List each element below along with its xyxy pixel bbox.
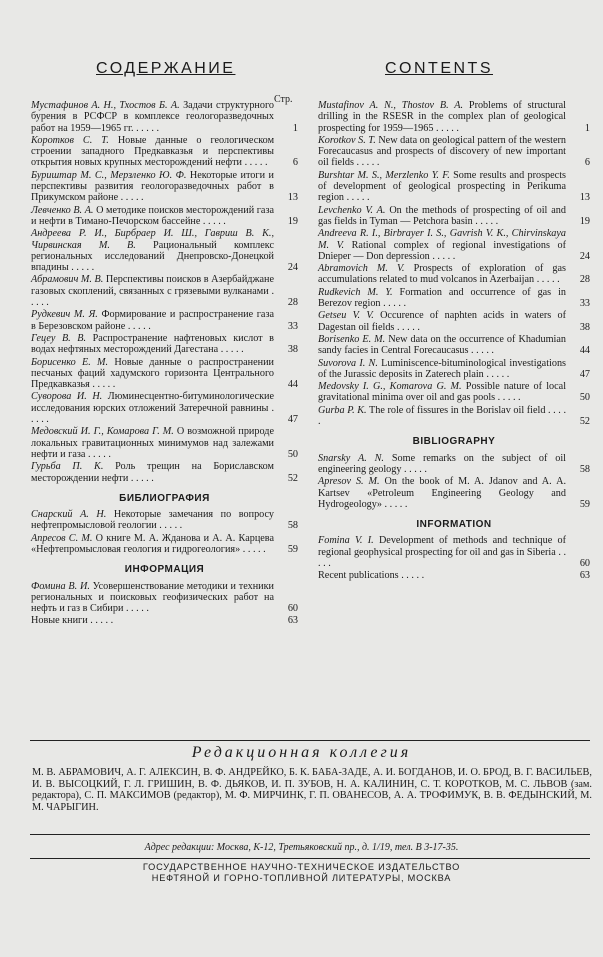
- toc-entry-title: Новые книги: [31, 615, 88, 627]
- toc-entry-author: Suvorova I. N.: [318, 357, 378, 369]
- toc-entry-title: The role of fissures in the Borislav oil field: [369, 404, 546, 416]
- toc-entry-title: Рациональный комплекс региональных исследований Днепровско-Донецкой впадины: [31, 239, 275, 274]
- toc-entry-title: New data on the occurrence of Khadumian sandy facies in Central Forecaucasus: [318, 333, 566, 357]
- toc-entry-text: Suvorova I. N. Luminiscence-bituminological investigations of the Jurassic deposits in Zaterech plain . . . . .: [318, 357, 567, 380]
- toc-entry: [318, 310, 590, 333]
- toc-entry-title: Усовершенствование методики и техники региональных и поисковых геофизических работ на нефть и газ в Сибири: [31, 580, 275, 615]
- toc-entry-text: Андреева Р. И., Бирбраер И. Ш., Гавриш В. К., Чирвинская М. В. Рациональный комплекс региональных исследований Днепровско-Донецкой впадины . . . . .: [31, 228, 275, 274]
- toc-entry-text: Gurba P. K. The role of fissures in the Borislav oil field . . . . .: [318, 404, 567, 428]
- toc-entry-text: Апресов С. М. О книге М. А. Жданова и А. А. Карцева «Нефтепромысловая геология и гидрогеология» . . . . .: [31, 532, 274, 555]
- toc-entry-author: Медовский И. Г., Комарова Г. М.: [31, 426, 174, 438]
- toc-entry-page: 47: [579, 368, 590, 380]
- toc-entry: [318, 334, 590, 357]
- toc-entry: [31, 135, 298, 169]
- toc-entry-author: Буриштар М. С., Мерзленко Ю. Ф.: [31, 169, 187, 181]
- toc-entry-author: Абрамович М. В.: [31, 274, 104, 286]
- toc-entry-author: Левченко В. А.: [31, 204, 94, 216]
- divider-rule: [30, 858, 590, 859]
- toc-entry: [318, 170, 590, 204]
- toc-entry-title: On the methods of prospecting of oil and gas fields in Tyman — Petchora basin: [318, 204, 566, 227]
- toc-entry: [31, 333, 298, 356]
- toc-entry-title: Recent publications: [318, 570, 399, 582]
- toc-entry-page: 1: [584, 122, 590, 134]
- toc-entry-page: 24: [579, 250, 590, 262]
- toc-entry: [318, 205, 590, 228]
- toc-entry-title: Роль трещин на Бориславском месторождении нефти: [31, 461, 274, 484]
- toc-entry-text: Левченко В. А. О методике поисков месторождений газа и нефти в Тимано-Печорском бассейне . . . . .: [31, 204, 274, 227]
- toc-entry-page: 59: [579, 498, 590, 510]
- toc-entry-page: 6: [584, 157, 590, 169]
- toc-entry: [318, 228, 590, 262]
- toc-entry-text: Фомина В. И. Усовершенствование методики и техники региональных и поисковых геофизических работ на нефть и газ в Сибири . . . . .: [31, 580, 275, 615]
- toc-entry-author: Фомина В. И.: [31, 580, 90, 592]
- toc-entry-text: Levchenko V. A. On the methods of prospecting of oil and gas fields in Tyman — Petchora basin . . . . .: [318, 204, 566, 227]
- toc-entry-title: Formation and occurrence of gas in Berezov region: [318, 286, 567, 310]
- toc-entry-page: 58: [579, 463, 590, 475]
- toc-entry-page: 33: [287, 320, 298, 332]
- toc-entry-title: Задачи структурного бурения в РСФСР в комплексе геологоразведочных работ на 1959—1965 гг.: [31, 100, 274, 134]
- toc-entry-page: 44: [579, 345, 590, 357]
- toc-entry-author: Rudkevich M. Y.: [318, 286, 393, 298]
- toc-entry-text: Рудкевич М. Я. Формирование и распространение газа в Березовском районе . . . . .: [31, 309, 274, 332]
- publisher-block: [0, 862, 603, 884]
- toc-entry: [31, 615, 298, 626]
- toc-entry-author: Мустафинов А. Н., Тхостов Б. А.: [31, 100, 180, 111]
- contents-title-english: CONTENTS: [385, 60, 493, 77]
- toc-entry: [31, 357, 298, 391]
- toc-entry-title: Некоторые замечания по вопросу нефтепромысловой геологии: [31, 509, 275, 532]
- toc-entry-page: 38: [287, 344, 298, 356]
- publisher-line: НЕФТЯНОЙ И ГОРНО-ТОПЛИВНОЙ ЛИТЕРАТУРЫ, МОСКВА: [151, 873, 452, 883]
- toc-entry-text: Medovsky I. G., Komarova G. M. Possible nature of local gravitational minima over oil and gas pools . . . . .: [318, 381, 567, 404]
- toc-entry-title: О методике поисков месторождений газа и нефти в Тимано-Печорском бассейне: [31, 204, 274, 227]
- toc-entry-page: 47: [287, 414, 298, 426]
- toc-entry-text: Rudkevich M. Y. Formation and occurrence of gas in Berezov region . . . . .: [318, 286, 567, 310]
- toc-entry-page: 60: [579, 557, 590, 569]
- toc-entry-title: Формирование и распространение газа в Березовском районе: [31, 309, 274, 332]
- toc-entry-page: 60: [287, 603, 298, 615]
- toc-entry-title: Новые данные о распространении песчаных фаций хадумского горизонта Центрального Предкавказья: [31, 356, 274, 391]
- toc-entry-title: Development of methods and technique of regional geophysical prospecting for oil and gas in Siberia: [318, 535, 567, 558]
- toc-entry-page: 28: [579, 274, 590, 286]
- toc-entry-text: Getseu V. V. Occurence of naphten acids in waters of Dagestan oil fields . . . . .: [318, 310, 567, 333]
- toc-entry-page: 63: [287, 615, 298, 627]
- toc-entry-title: Распространение нафтеновых кислот в водах нефтяных месторождений Дагестана: [31, 332, 274, 356]
- toc-entry: [318, 476, 590, 510]
- toc-entry-author: Abramovich M. V.: [318, 263, 405, 275]
- contents-title-russian: СОДЕРЖАНИЕ: [96, 60, 236, 77]
- toc-entry: [318, 100, 590, 134]
- toc-entry-page: 6: [292, 157, 298, 169]
- toc-entry-author: Snarsky A. N.: [318, 452, 384, 464]
- toc-entry-author: Рудкевич М. Я.: [31, 309, 98, 321]
- toc-entry-text: Borisenko E. M. New data on the occurrence of Khadumian sandy facies in Central Forecaucasus . . . . .: [318, 333, 566, 357]
- toc-entry-title: Some remarks on the subject of oil engineering geology: [318, 452, 567, 475]
- toc-entry-text: Медовский И. Г., Комарова Г. М. О возможной природе локальных гравитационных минимумов над залежами нефти и газа . . . . .: [31, 426, 274, 460]
- editorial-board-title: Редакционная коллегия: [191, 744, 412, 761]
- toc-entry-page: 44: [287, 379, 298, 391]
- toc-entry-title: Some results and prospects of development of geological prospecting in Perikuma region: [318, 169, 566, 204]
- toc-entry-text: Abramovich M. V. Prospects of exploration of gas accumulations related to mud volcanos in Azerbaijan . . . . .: [318, 263, 566, 286]
- toc-entry-title: Prospects of exploration of gas accumulations related to mud volcanos in Azerbaijan: [318, 263, 566, 286]
- editorial-board-members: М. В. АБРАМОВИЧ, А. Г. АЛЕКСИН, В. Ф. АНДРЕЙКО, Б. К. БАБА-ЗАДЕ, А. И. БОГДАНОВ, И. О. БРОД, В. Г. ВАСИЛЬЕВ, И. В. ВЫСОЦКИЙ, Г. Л. ГРИШИН, В. Ф. ДЬЯКОВ, И. П. ЗУБОВ, Н. А. КАЛИНИН, С. Т. КОРОТКОВ, М. С. ЛЬВОВ (зам. редактора), С. П. МАКСИМОВ (редактор), М. Ф. МИРЧИНК, Г. П. ОВАНЕСОВ, А. А. ТРОФИМУК, В. В. ФЕДЫНСКИЙ, М. М. ЧАРЫГИН.: [32, 767, 592, 813]
- toc-entry-author: Burshtar M. S., Merzlenko Y. F.: [318, 169, 450, 181]
- toc-entry-page: 13: [579, 192, 590, 204]
- toc-entry-text: Apresov S. M. On the book of M. A. Jdanov and A. A. Kartsev «Petroleum Engineering Geology and Hydrogeology» . . . . .: [318, 476, 566, 510]
- toc-entry-text: Recent publications . . . . .: [318, 570, 425, 582]
- toc-entry-author: Apresov S. M.: [318, 476, 380, 488]
- toc-entry-page: 38: [579, 321, 590, 333]
- toc-entry-page: 1: [292, 122, 298, 134]
- bibliography-heading: BIBLIOGRAPHY: [412, 436, 496, 448]
- toc-entry: [31, 228, 298, 273]
- toc-entry-author: Суворова И. Н.: [31, 391, 103, 403]
- toc-entry-page: 50: [287, 448, 298, 460]
- toc-entry-page: 63: [579, 570, 590, 582]
- toc-entry-text: Гурьба П. К. Роль трещин на Бориславском месторождении нефти . . . . .: [31, 461, 274, 484]
- toc-entry-text: Mustafinov A. N., Thostov B. A. Problems of structural drilling in the RSESR in the complex plan of geological prospecting for 1959—1965 . . . . .: [318, 100, 567, 134]
- toc-entry-title: On the book of M. A. Jdanov and A. A. Kartsev «Petroleum Engineering Geology and Hydrogeology»: [318, 476, 566, 510]
- toc-entry: [31, 274, 298, 308]
- toc-entry-page: 52: [287, 472, 298, 484]
- toc-entry-text: Новые книги . . . . .: [31, 615, 114, 627]
- divider-rule: [30, 740, 590, 741]
- toc-entry-author: Снарский А. Н.: [31, 509, 107, 521]
- toc-entry-title: Люминесцентно-битуминологические исследования юрских отложений Затеречной равнины: [31, 391, 275, 414]
- toc-entry-author: Андреева Р. И., Бирбраер И. Ш., Гавриш В. К., Чирвинская М. В.: [31, 228, 274, 251]
- toc-entry-author: Medovsky I. G., Komarova G. M.: [318, 381, 462, 393]
- toc-entry-page: 52: [579, 416, 590, 428]
- toc-entry-page: 50: [579, 392, 590, 404]
- toc-entry-text: Суворова И. Н. Люминесцентно-битуминологические исследования юрских отложений Затеречной равнины . . . . .: [31, 391, 275, 426]
- toc-entry-page: 19: [579, 215, 590, 227]
- toc-entry-text: Борисенко Е. М. Новые данные о распространении песчаных фаций хадумского горизонта Центрального Предкавказья . . . . .: [31, 356, 274, 391]
- toc-entry: [318, 263, 590, 286]
- toc-entry-text: Абрамович М. В. Перспективы поисков в Азербайджане газовых скоплений, связанных с грязевыми вулканами . . . . .: [31, 274, 275, 309]
- toc-entry-text: Fomina V. I. Development of methods and technique of regional geophysical prospecting for oil and gas in Siberia . . . . .: [318, 535, 567, 569]
- toc-entry-author: Fomina V. I.: [318, 535, 374, 547]
- toc-entry: [318, 535, 590, 569]
- toc-entry-author: Korotkov S. T.: [318, 134, 376, 146]
- toc-entry-text: Мустафинов А. Н., Тхостов Б. А. Задачи структурного бурения в РСФСР в комплексе геологоразведочных работ на 1959—1965 гг. . . . . .: [31, 100, 274, 134]
- page-column-header: Стр.: [274, 94, 293, 105]
- toc-entry-page: 33: [579, 298, 590, 310]
- toc-entry-page: 59: [287, 543, 298, 555]
- toc-entry-text: Коротков С. Т. Новые данные о геологическом строении западного Предкавказья и перспективы открытия новых крупных месторождений нефти . . . . .: [31, 134, 275, 169]
- toc-entry-author: Borisenko E. M.: [318, 333, 386, 345]
- toc-entry-page: 28: [287, 297, 298, 309]
- toc-entry: [31, 509, 298, 532]
- toc-entry-author: Коротков С. Т.: [31, 134, 109, 146]
- toc-entry: [31, 100, 298, 134]
- toc-entry-title: Rational complex of regional investigations of Dnieper — Don depression: [318, 239, 567, 262]
- toc-entry-title: New data on geological pattern of the western Forecaucasus and prospects of discovery of new important oil fields: [318, 134, 566, 169]
- toc-entry-title: Problems of structural drilling in the RSESR in the complex plan of geological prospecting for 1959—1965: [318, 100, 567, 134]
- toc-entry: [318, 453, 590, 476]
- toc-entry: [31, 309, 298, 332]
- toc-entry: [31, 426, 298, 460]
- toc-entry: [31, 170, 298, 204]
- toc-entry-title: Possible nature of local gravitational minima over oil and gas pools: [318, 381, 567, 404]
- toc-entry: [318, 570, 590, 581]
- toc-entry: [318, 381, 590, 404]
- toc-entry-author: Гурьба П. К.: [31, 461, 104, 473]
- editorial-address: Адрес редакции: Москва, К-12, Третьяковский пр., д. 1/19, тел. В 3-17-35.: [144, 842, 459, 853]
- toc-entry: [318, 405, 590, 428]
- toc-entry: [318, 287, 590, 310]
- toc-entry: [318, 135, 590, 169]
- toc-entry: [318, 358, 590, 381]
- toc-entry: [31, 533, 298, 556]
- toc-entry-title: Некоторые итоги и перспективы развития геологоразведочных работ в Прикумском районе: [31, 169, 274, 204]
- toc-entry: [31, 461, 298, 484]
- divider-rule: [30, 834, 590, 835]
- toc-entry-author: Levchenko V. A.: [318, 204, 386, 216]
- toc-entry-page: 13: [287, 192, 298, 204]
- toc-entry-text: Буриштар М. С., Мерзленко Ю. Ф. Некоторые итоги и перспективы развития геологоразведочных работ в Прикумском районе . . . . .: [31, 169, 274, 204]
- toc-entry-text: Гецеу В. В. Распространение нафтеновых кислот в водах нефтяных месторождений Дагестана . . . . .: [31, 332, 274, 356]
- toc-entry: [31, 205, 298, 228]
- toc-entry-author: Апресов С. М.: [31, 532, 93, 544]
- toc-entry-title: Новые данные о геологическом строении западного Предкавказья и перспективы открытия новых крупных месторождений нефти: [31, 134, 275, 169]
- information-heading: INFORMATION: [416, 519, 492, 531]
- toc-entry: [31, 391, 298, 425]
- toc-entry-title: Occurence of naphten acids in waters of Dagestan oil fields: [318, 310, 567, 333]
- toc-entry-title: О книге М. А. Жданова и А. А. Карцева «Нефтепромысловая геология и гидрогеология»: [31, 532, 274, 555]
- toc-entry-page: 24: [287, 262, 298, 274]
- english-contents-column: [318, 100, 590, 583]
- toc-entry-title: О возможной природе локальных гравитационных минимумов над залежами нефти и газа: [31, 426, 274, 460]
- toc-entry-author: Andreeva R. I., Birbrayer I. S., Gavrish V. K., Chirvinskaya M. V.: [318, 228, 566, 251]
- toc-entry: [31, 581, 298, 615]
- toc-entry-title: Luminiscence-bituminological investigations of the Jurassic deposits in Zaterech plain: [318, 357, 567, 380]
- toc-entry-author: Гецеу В. В.: [31, 332, 87, 344]
- information-heading: ИНФОРМАЦИЯ: [124, 564, 205, 576]
- toc-entry-author: Борисенко Е. М.: [31, 356, 109, 368]
- russian-contents-column: [31, 100, 298, 628]
- toc-entry-author: Gurba P. K.: [318, 404, 367, 416]
- toc-entry-page: 19: [287, 215, 298, 227]
- bibliography-heading: БИБЛИОГРАФИЯ: [119, 492, 210, 504]
- toc-entry-text: Korotkov S. T. New data on geological pattern of the western Forecaucasus and prospects of discovery of new important oil fields . . . . .: [318, 134, 566, 169]
- toc-entry-author: Mustafinov A. N., Thostov B. A.: [318, 100, 464, 111]
- toc-entry-text: Snarsky A. N. Some remarks on the subject of oil engineering geology . . . . .: [318, 452, 567, 475]
- publisher-line: ГОСУДАРСТВЕННОЕ НАУЧНО-ТЕХНИЧЕСКОЕ ИЗДАТЕЛЬСТВО: [142, 862, 461, 872]
- toc-entry-page: 58: [287, 520, 298, 532]
- toc-entry-text: Andreeva R. I., Birbrayer I. S., Gavrish V. K., Chirvinskaya M. V. Rational complex of regional investigations of Dnieper — Don depression . . . . .: [318, 228, 567, 262]
- toc-entry-author: Getseu V. V.: [318, 310, 374, 322]
- toc-entry-title: Перспективы поисков в Азербайджане газовых скоплений, связанных с грязевыми вулканами: [31, 274, 274, 297]
- toc-entry-text: Burshtar M. S., Merzlenko Y. F. Some results and prospects of development of geological prospecting in Perikuma region . . . . .: [318, 169, 566, 204]
- toc-entry-text: Снарский А. Н. Некоторые замечания по вопросу нефтепромысловой геологии . . . . .: [31, 509, 275, 532]
